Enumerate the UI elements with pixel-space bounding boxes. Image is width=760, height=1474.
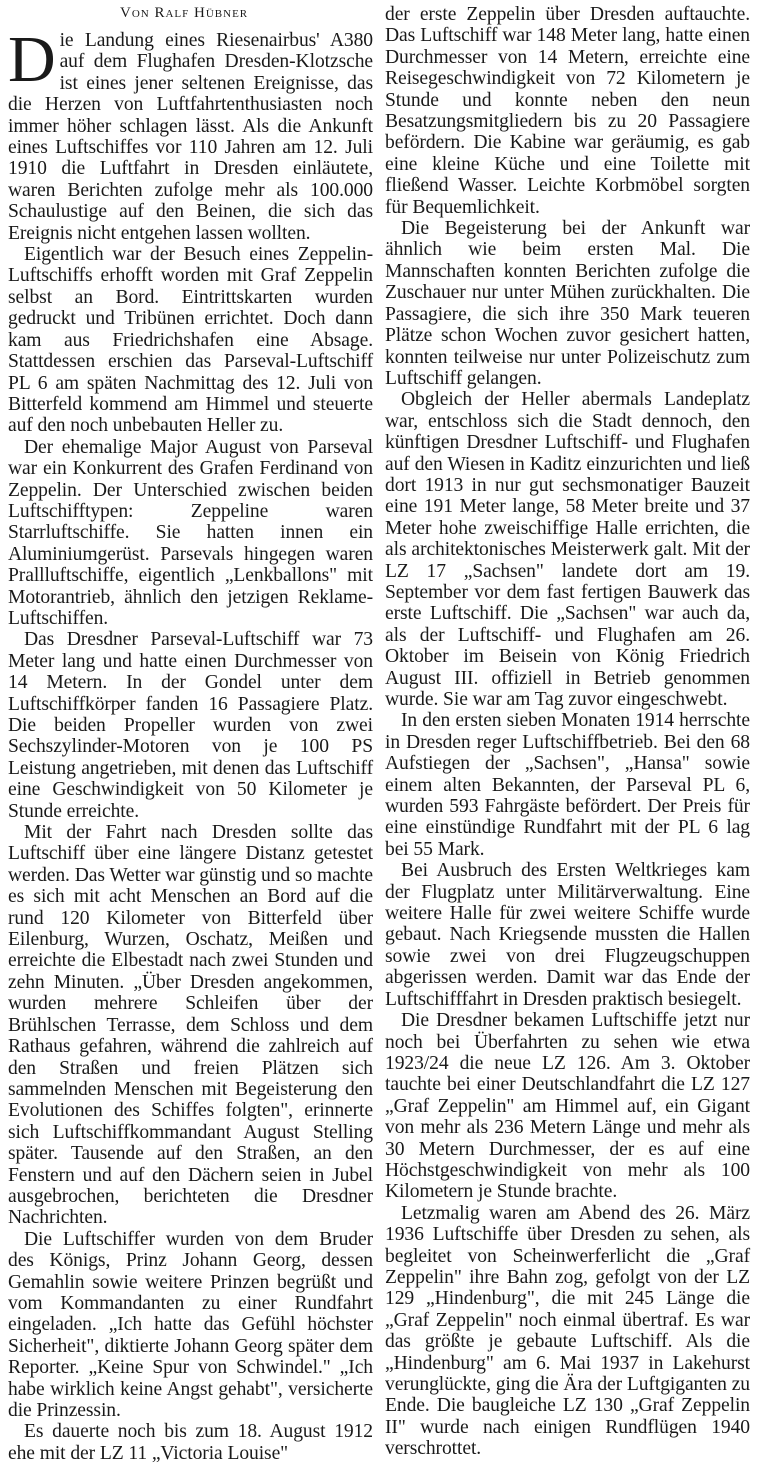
dropcap: D <box>8 23 56 96</box>
paragraph-4: Das Dresdner Parseval-Luftschiff war 73 Meter lang und hatte einen Durchmesser von 14 Metern. In der Gondel unter dem Luftschiffkörper fanden 16 Passagiere Platz. Die beiden Propeller wurden von zwei Sechszylinder-Motoren von je 100 PS Leistung angetrieben, mit denen das Luftschiff eine Geschwindigkeit von 50 Kilometer je Stunde erreichte. <box>8 629 373 822</box>
article-column-left <box>8 4 373 1474</box>
paragraph-2: Eigentlich war der Besuch eines Zeppelin-Luftschiffs erhofft worden mit Graf Zeppelin selbst an Bord. Eintrittskarten wurden gedruckt und Tribünen errichtet. Doch dann kam aus Friedrichshafen eine Absage. Stattdessen erschien das Parseval-Luftschiff PL 6 am späten Nachmittag des 12. Juli von Bitterfeld kommend am Himmel und steuerte auf den noch unbebauten Heller zu. <box>8 244 373 437</box>
paragraph-5: Mit der Fahrt nach Dresden sollte das Luftschiff über eine längere Distanz getestet werden. Das Wetter war günstig und so machte es sich mit acht Menschen an Bord auf die rund 120 Kilometer von Bitterfeld über Eilenburg, Wurzen, Oschatz, Meißen und erreichte die Elbestadt nach zwei Stunden und zehn Minuten. „Über Dresden angekommen, wurden mehrere Schleifen über der Brühlschen Terrasse, dem Schloss und dem Rathaus gefahren, während die zahlreich auf den Straßen und freien Plätzen sich sammelnden Menschen mit Begeisterung den Evolutionen des Schiffes folgten", erinnerte sich Luftschiffkommandant August Stelling später. Tausende auf den Straßen, an den Fenstern und auf den Dächern seien in Jubel ausgebrochen, berichteten die Dresdner Nachrichten. <box>8 822 373 1229</box>
paragraph-1 <box>8 23 373 244</box>
paragraph-13: Letzmalig waren am Abend des 26. März 1936 Luftschiffe über Dresden zu sehen, als begleitet von Scheinwerferlicht die „Graf Zeppelin" ihre Bahn zog, gefolgt von der LZ 129 „Hindenburg", die mit 245 Länge die „Graf Zeppelin" noch einmal übertraf. Es war das größte je gebaute Luftschiff. Als die „Hindenburg" am 6. Mai 1937 in Lakehurst verunglückte, ging die Ära der Luftgiganten zu Ende. Die baugleiche LZ 130 „Graf Zeppelin II" wurde nach einigen Rundflügen 1940 verschrottet. <box>385 1202 750 1460</box>
byline: Von Ralf Hübner <box>120 5 249 21</box>
paragraph-10: In den ersten sieben Monaten 1914 herrschte in Dresden reger Luftschiffbetrieb. Bei den 68 Aufstiegen der „Sachsen", „Hansa" sowie einem alten Bekannten, der Parseval PL 6, wurden 593 Fahrgäste befördert. Der Preis für eine einstündige Rundfahrt mit der PL 6 lag bei 55 Mark. <box>385 710 750 860</box>
article-column-right <box>385 4 750 1474</box>
paragraph-9: Obgleich der Heller abermals Landeplatz war, entschloss sich die Stadt dennoch, den künftigen Dresdner Luftschiff- und Flughafen auf den Wiesen in Kaditz einzurichten und ließ dort 1913 in nur gut sechsmonatiger Bauzeit eine 191 Meter lange, 58 Meter breite und 37 Meter hohe zweischiffige Halle errichten, die als architektonisches Meisterwerk galt. Mit der LZ 17 „Sachsen" landete dort am 19. September vor dem fast fertigen Bauwerk das erste Luftschiff. Die „Sachsen" war auch da, als der Luftschiff- und Flughafen am 26. Oktober im Beisein von König Friedrich August III. offiziell in Betrieb genommen wurde. Sie war am Tag zuvor eingeschwebt. <box>385 389 750 710</box>
paragraph-1-text: ie Landung eines Riesenairbus' A380 auf dem Flughafen Dresden-Klotzsche ist eines jener seltenen Ereignisse, das die Herzen von Luftfahrtenthusiasten noch immer höher schlagen lässt. Als die Ankunft eines Luftschiffes vor 110 Jahren am 12. Juli 1910 die Luftfahrt in Dresden einläutete, waren Berichten zufolge mehr als 100.000 Schaulustige auf den Beinen, die sich das Ereignis nicht entgehen lassen wollten. <box>8 30 373 244</box>
paragraph-7: Es dauerte noch bis zum 18. August 1912 ehe mit der LZ 11 „Victoria Louise" <box>8 1421 373 1464</box>
paragraph-11: Bei Ausbruch des Ersten Weltkrieges kam der Flugplatz unter Militärverwaltung. Eine weitere Halle für zwei weitere Schiffe wurde gebaut. Nach Kriegsende mussten die Hallen sowie zwei von drei Flugzeugschuppen abgerissen werden. Damit war das Ende der Luftschifffahrt in Dresden praktisch besiegelt. <box>385 860 750 1010</box>
paragraph-12: Die Dresdner bekamen Luftschiffe jetzt nur noch bei Überfahrten zu sehen wie etwa 1923/24 die neue LZ 126. Am 3. Oktober tauchte bei einer Deutschlandfahrt die LZ 127 „Graf Zeppelin" am Himmel auf, ein Gigant von mehr als 236 Metern Länge und mehr als 30 Metern Durchmesser, der es auf eine Höchstgeschwindigkeit von mehr als 100 Kilometern je Stunde brachte. <box>385 1010 750 1203</box>
paragraph-7-continued: der erste Zeppelin über Dresden auftauchte. Das Luftschiff war 148 Meter lang, hatte einen Durchmesser von 14 Metern, erreichte eine Reisegeschwindigkeit von 72 Kilometern je Stunde und konnte neben den neun Besatzungsmitgliedern bis zu 20 Passagiere befördern. Die Kabine war geräumig, es gab eine kleine Küche und eine Toilette mit fließend Wasser. Leichte Korbmöbel sorgten für Bequemlichkeit. <box>385 4 750 218</box>
paragraph-6: Die Luftschiffer wurden von dem Bruder des Königs, Prinz Johann Georg, dessen Gemahlin sowie weitere Prinzen begrüßt und vom Kommandanten zu einer Rundfahrt eingeladen. „Ich hatte das Gefühl höchster Sicherheit", diktierte Johann Georg später dem Reporter. „Keine Spur von Schwindel." „Ich habe wirklich keine Angst gehabt", versicherte die Prinzessin. <box>8 1228 373 1421</box>
paragraph-8: Die Begeisterung bei der Ankunft war ähnlich wie beim ersten Mal. Die Mannschaften konnten Berichten zufolge die Zuschauer nur unter Mühen zurückhalten. Die Passagiere, die sich ihre 350 Mark teueren Plätze schon Wochen zuvor gesichert hatten, konnten teilweise nur unter Polizeischutz zum Luftschiff gelangen. <box>385 218 750 389</box>
paragraph-3: Der ehemalige Major August von Parseval war ein Konkurrent des Grafen Ferdinand von Zeppelin. Der Unterschied zwischen beiden Luftschifftypen: Zeppeline waren Starrluftschiffe. Sie hatten innen ein Aluminiumgerüst. Parsevals hingegen waren Prallluftschiffe, eigentlich „Lenkballons" mit Motorantrieb, ähnlich den jetzigen Reklame-Luftschiffen. <box>8 436 373 629</box>
